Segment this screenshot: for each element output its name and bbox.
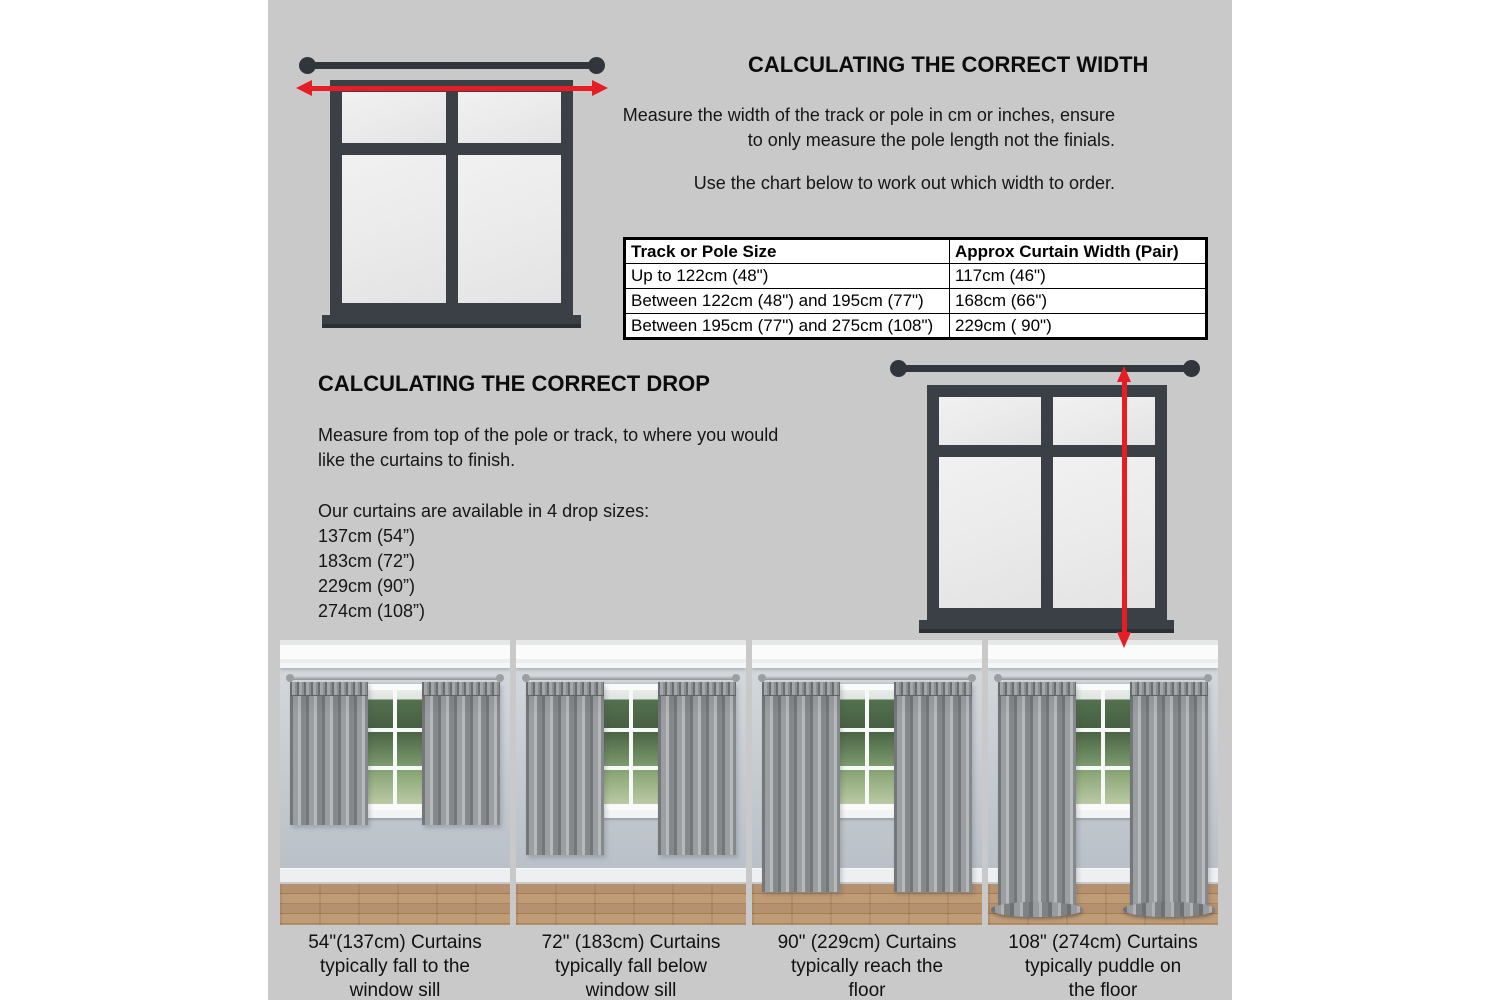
window-pane	[1053, 457, 1155, 608]
drop-size-item: 183cm (72”)	[318, 551, 416, 571]
photo-caption-72in	[516, 931, 746, 1000]
cell-pole-size: Up to 122cm (48")	[625, 264, 950, 289]
glazing-bar	[865, 690, 869, 804]
caption-line: typically reach the	[790, 956, 944, 977]
wood-floor	[280, 884, 510, 925]
horizontal-curtain-pole-diagram	[890, 360, 1200, 377]
room-curtain-pole	[764, 676, 970, 680]
pencil-pleat-header	[894, 682, 972, 696]
arrow-shaft	[308, 86, 596, 91]
window-pane	[1053, 397, 1155, 445]
curtain-puddle	[1123, 902, 1215, 917]
width-measure-line-1: Measure the width of the track or pole in cm or inches, ensure	[622, 105, 1115, 125]
caption-line: the floor	[1068, 980, 1138, 1000]
caption-line: floor	[848, 980, 886, 1000]
arrow-head-down	[1117, 632, 1131, 648]
window-pane	[342, 92, 446, 143]
curtain-panel-right	[894, 682, 972, 892]
window-pane	[939, 457, 1041, 608]
col-header-track-pole-size: Track or Pole Size	[625, 239, 950, 264]
room-curtain-pole	[528, 676, 734, 680]
window-sill	[919, 620, 1174, 633]
pole-finial-icon	[286, 674, 294, 682]
drop-size-item: 229cm (90”)	[318, 576, 416, 596]
curtain-panel-left	[762, 682, 840, 892]
cell-curtain-width: 168cm (66")	[950, 289, 1207, 314]
caption-line: window sill	[349, 980, 441, 1000]
curtain-panel-left	[290, 682, 368, 825]
caption-line: 108" (274cm) Curtains	[1008, 932, 1198, 953]
curtain-photo-54in	[280, 640, 510, 925]
wood-floor	[516, 884, 746, 925]
photo-caption-108in	[988, 931, 1218, 1000]
skirting-board	[280, 868, 510, 884]
drop-measure-paragraph	[318, 423, 878, 473]
arrow-shaft	[1122, 378, 1127, 636]
arrow-head-right	[592, 80, 608, 96]
drop-measure-line-2: like the curtains to finish.	[318, 450, 516, 470]
room-cornice	[280, 640, 510, 668]
room-cornice	[516, 640, 746, 668]
room-cornice	[988, 640, 1218, 668]
pole-finial-icon	[758, 674, 766, 682]
pole-finial-icon	[1204, 674, 1212, 682]
drop-size-item: 274cm (108”)	[318, 601, 426, 621]
room-cornice	[752, 640, 982, 668]
curtain-panel-right	[422, 682, 500, 825]
pencil-pleat-header	[658, 682, 736, 696]
skirting-board	[516, 868, 746, 884]
glazing-bar	[629, 690, 633, 804]
caption-line: typically fall below	[554, 956, 708, 977]
pencil-pleat-header	[1130, 682, 1208, 696]
curtain-panel-left	[526, 682, 604, 855]
window-diagram-width	[330, 80, 573, 315]
col-header-approx-curtain-width: Approx Curtain Width (Pair)	[950, 239, 1207, 264]
curtain-panel-right	[1130, 682, 1208, 913]
window-diagram-drop	[927, 385, 1167, 620]
photo-caption-90in	[752, 931, 982, 1000]
curtain-photo-108in	[988, 640, 1218, 925]
window-pane	[342, 155, 446, 303]
width-measure-paragraph	[600, 103, 1115, 153]
width-section-title: CALCULATING THE CORRECT WIDTH	[748, 52, 1149, 77]
caption-line: typically puddle on	[1024, 956, 1182, 977]
caption-line: 54"(137cm) Curtains	[308, 932, 482, 953]
pole-bar	[899, 365, 1191, 372]
window-pane	[458, 92, 561, 143]
pencil-pleat-header	[422, 682, 500, 696]
drop-measure-line-1: Measure from top of the pole or track, to where you would	[318, 425, 779, 445]
size-chart-table	[623, 237, 1208, 340]
curtain-photo-72in	[516, 640, 746, 925]
table-row	[625, 264, 1207, 289]
horizontal-curtain-pole-diagram	[299, 57, 605, 74]
curtain-panel-left	[998, 682, 1076, 913]
caption-line: window sill	[585, 980, 677, 1000]
width-measure-arrow-icon	[296, 80, 608, 96]
window-sill	[322, 315, 581, 328]
curtain-puddle	[991, 902, 1083, 917]
pole-finial-icon	[496, 674, 504, 682]
drop-size-item: 137cm (54”)	[318, 526, 416, 546]
cell-curtain-width: 229cm ( 90")	[950, 314, 1207, 339]
curtain-panel-right	[658, 682, 736, 855]
width-chart-hint: Use the chart below to work out which width to order.	[693, 173, 1115, 193]
drop-section-title: CALCULATING THE CORRECT DROP	[318, 371, 710, 396]
table-row	[625, 289, 1207, 314]
pole-finial-icon	[994, 674, 1002, 682]
pole-finial-icon	[968, 674, 976, 682]
room-curtain-pole	[1000, 676, 1206, 680]
drop-availability-line: Our curtains are available in 4 drop sizes:	[318, 501, 650, 521]
window-pane	[939, 397, 1041, 445]
photo-caption-54in	[280, 931, 510, 1000]
pole-finial-icon	[588, 57, 605, 74]
cell-pole-size: Between 195cm (77") and 275cm (108")	[625, 314, 950, 339]
drop-measure-arrow-icon	[1117, 366, 1131, 648]
pole-finial-icon	[522, 674, 530, 682]
pencil-pleat-header	[998, 682, 1076, 696]
width-measure-line-2: to only measure the pole length not the finials.	[747, 130, 1115, 150]
pole-bar	[308, 62, 596, 69]
window-pane	[458, 155, 561, 303]
caption-line: typically fall to the	[320, 956, 470, 977]
pencil-pleat-header	[526, 682, 604, 696]
glazing-bar	[393, 690, 397, 804]
curtain-photo-90in	[752, 640, 982, 925]
pencil-pleat-header	[762, 682, 840, 696]
pencil-pleat-header	[290, 682, 368, 696]
cell-curtain-width: 117cm (46")	[950, 264, 1207, 289]
room-curtain-pole	[292, 676, 498, 680]
drop-size-list	[318, 524, 618, 624]
cell-pole-size: Between 122cm (48") and 195cm (77")	[625, 289, 950, 314]
table-row	[625, 314, 1207, 339]
pole-finial-icon	[1183, 360, 1200, 377]
table-header-row	[625, 239, 1207, 264]
caption-line: 72" (183cm) Curtains	[541, 932, 721, 953]
caption-line: 90" (229cm) Curtains	[777, 932, 957, 953]
glazing-bar	[1101, 690, 1105, 804]
pole-finial-icon	[732, 674, 740, 682]
